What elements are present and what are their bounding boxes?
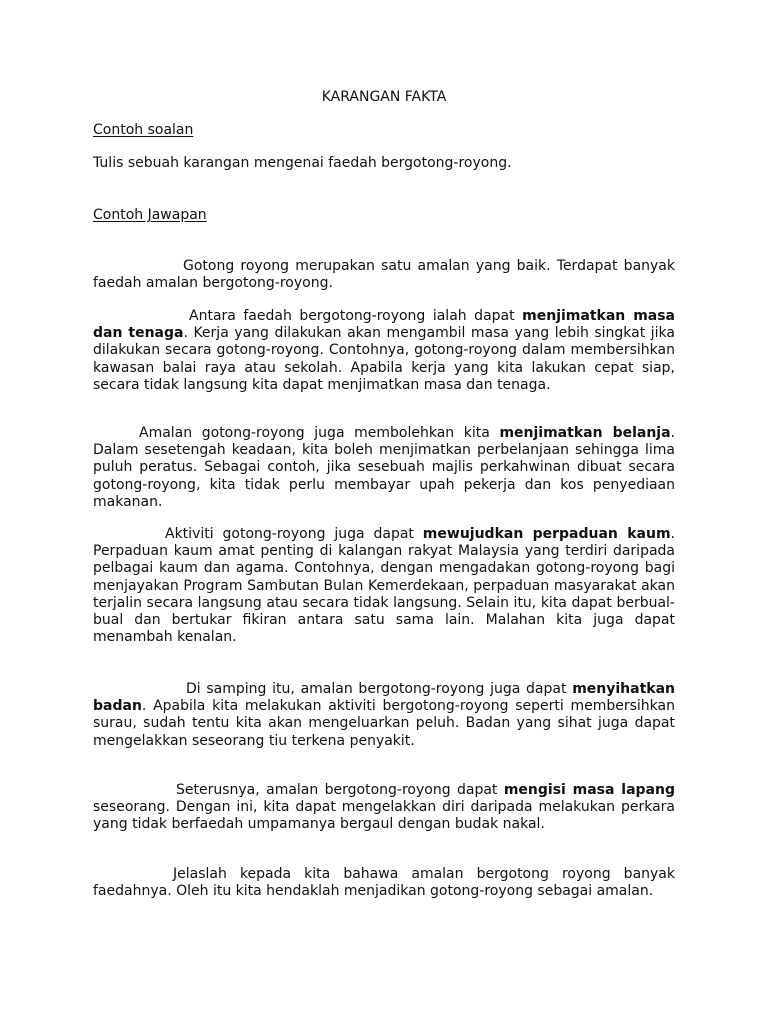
paragraph-text: Seterusnya, amalan bergotong-royong dapat xyxy=(176,782,504,798)
paragraph-text: Amalan gotong-royong juga membolehkan kita xyxy=(139,425,500,441)
paragraph-point-1 xyxy=(93,308,675,394)
paragraph-text: . Apabila kita melakukan aktiviti bergotong-royong seperti membersihkan surau, sudah tentu kita akan mengeluarkan peluh. Badan yang sihat juga dapat mengelakkan seseorang tiu terkena penyakit. xyxy=(93,698,675,749)
paragraph-text: Di samping itu, amalan bergotong-royong juga dapat xyxy=(186,681,573,697)
key-point: mengisi masa lapang xyxy=(503,782,675,798)
key-point: menjimatkan belanja xyxy=(499,425,671,441)
paragraph-text: Aktiviti gotong-royong juga dapat xyxy=(165,526,423,542)
paragraph-point-2 xyxy=(93,425,675,511)
question-heading: Contoh soalan xyxy=(93,122,194,138)
paragraph-point-4 xyxy=(93,681,675,750)
key-point: menyihatkan badan xyxy=(93,681,675,715)
document-title: KARANGAN FAKTA xyxy=(321,89,447,105)
paragraph-text: . Kerja yang dilakukan akan mengambil masa yang lebih singkat jika dilakukan secara gotong-royong. Contohnya, gotong-royong dalam membersihkan kawasan balai raya atau sekolah. Apabila kerja yang kita lakukan cepat siap, secara tidak langsung kita dapat menjimatkan masa dan tenaga. xyxy=(93,325,675,393)
paragraph-text: . Perpaduan kaum amat penting di kalangan rakyat Malaysia yang terdiri daripada pelbagai kaum dan agama. Contohnya, dengan mengadakan gotong-royong bagi menjayakan Program Sambutan Bulan Kemerdekaan, perpaduan masyarakat akan terjalin secara langsung atau secara tidak langsung. Selain itu, kita dapat berbual-bual dan bertukar fikiran antara satu sama lain. Malahan kita juga dapat menambah kenalan. xyxy=(93,526,675,646)
paragraph-conclusion xyxy=(93,866,675,900)
question-text: Tulis sebuah karangan mengenai faedah bergotong-royong. xyxy=(93,155,512,171)
key-point: menjimatkan masa dan tenaga xyxy=(93,308,676,342)
paragraph-text: Gotong royong merupakan satu amalan yang baik. Terdapat banyak faedah amalan bergotong-royong. xyxy=(93,258,675,292)
paragraph-text: . Dalam sesetengah keadaan, kita boleh menjimatkan perbelanjaan sehingga lima puluh peratus. Sebagai contoh, jika sesebuah majlis perkahwinan dibuat secara gotong-royong, kita tidak perlu membayar upah pekerja dan kos penyediaan makanan. xyxy=(93,425,675,510)
answer-heading: Contoh Jawapan xyxy=(93,207,207,223)
paragraph-point-3 xyxy=(93,526,675,646)
paragraph-text: Jelaslah kepada kita bahawa amalan bergotong royong banyak faedahnya. Oleh itu kita hendaklah menjadikan gotong-royong sebagai amalan. xyxy=(93,866,675,900)
paragraph-intro xyxy=(93,258,675,292)
key-point: mewujudkan perpaduan kaum xyxy=(422,526,671,542)
paragraph-text: Antara faedah bergotong-royong ialah dapat xyxy=(189,308,523,324)
paragraph-point-5 xyxy=(93,782,675,834)
paragraph-text: seseorang. Dengan ini, kita dapat mengelakkan diri daripada melakukan perkara yang tidak berfaedah umpamanya bergaul dengan budak nakal. xyxy=(93,799,675,833)
